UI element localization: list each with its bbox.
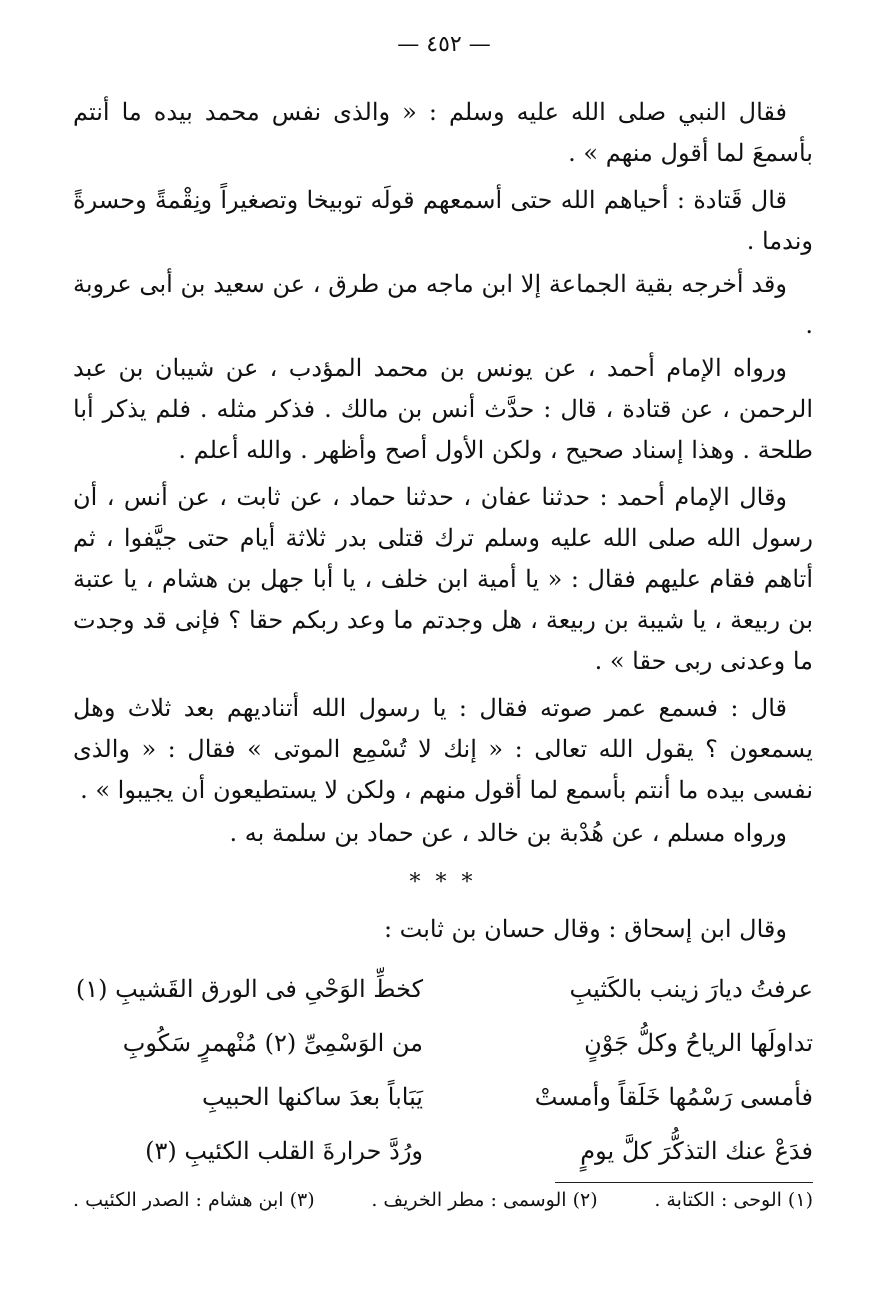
- paragraph-2: قال قَتادة : أحياهم الله حتى أسمعهم قولَه توبيخا وتصغيراً ونِقْمةً وحسرةً وندما .: [73, 186, 813, 255]
- paragraph-1: فقال النبي صلى الله عليه وسلم : « والذى نفس محمد بيده ما أنتم بأسمعَ لما أقول منهم » .: [73, 98, 813, 167]
- footnote-1: (١) الوحى : الكتابة .: [654, 1189, 813, 1211]
- section-separator: * * *: [409, 870, 477, 895]
- verse-first-hemistich: تداولَها الرياحُ وكلُّ جَوْنٍ: [584, 1029, 813, 1057]
- paragraph-6: قال : فسمع عمر صوته فقال : يا رسول الله أتناديهم بعد ثلاث وهل يسمعون ؟ يقول الله تعالى : « إنك لا تُسْمِع الموتى » فقال : « والذى نفسى بيده ما أنتم بأسمع لما أقول منهم ، ولكن لا يستطيعون أن يجيبوا » .: [73, 694, 813, 804]
- verse-second-hemistich: من الوَسْمِىِّ (٢) مُنْهمرٍ سَكُوبِ: [122, 1029, 423, 1057]
- footnote-divider: [555, 1182, 813, 1183]
- footnote-3: (٣) ابن هشام : الصدر الكئيب .: [73, 1189, 315, 1211]
- verse-first-hemistich: فدَعْ عنك التذكُّرَ كلَّ يومٍ: [580, 1137, 813, 1165]
- verse-first-hemistich: عرفتُ ديارَ زينب بالكَثيبِ: [569, 975, 813, 1003]
- verse-second-hemistich: ورُدَّ حرارةَ القلب الكئيبِ (٣): [145, 1137, 423, 1165]
- verse: [73, 1070, 813, 1124]
- footnotes: [73, 1186, 813, 1214]
- verse-first-hemistich: فأمسى رَسْمُها خَلَقاً وأمستْ: [534, 1083, 813, 1111]
- verse: [73, 1124, 813, 1178]
- verse-second-hemistich: يَبَاباً بعدَ ساكنها الحبيبِ: [202, 1083, 423, 1111]
- verse: [73, 1016, 813, 1070]
- footnote-2: (٢) الوسمى : مطر الخريف .: [371, 1189, 598, 1211]
- verse: [73, 962, 813, 1016]
- paragraph-3: وقد أخرجه بقية الجماعة إلا ابن ماجه من طرق ، عن سعيد بن أبى عروبة .: [73, 270, 813, 339]
- page-number: — ٤٥٢ —: [397, 32, 491, 57]
- paragraph-7: ورواه مسلم ، عن هُدْبة بن خالد ، عن حماد بن سلمة به .: [229, 819, 787, 847]
- poem: [73, 962, 813, 1178]
- paragraph-4: ورواه الإمام أحمد ، عن يونس بن محمد المؤدب ، عن شيبان بن عبد الرحمن ، عن قتادة ، قال : حدَّث أنس بن مالك . فذكر مثله . فلم يذكر أبا طلحة . وهذا إسناد صحيح ، ولكن الأول أصح وأظهر . والله أعلم .: [73, 354, 813, 464]
- verse-second-hemistich: كخطِّ الوَحْىِ فى الورق القَشيبِ (١): [75, 975, 423, 1003]
- paragraph-5: وقال الإمام أحمد : حدثنا عفان ، حدثنا حماد ، عن ثابت ، عن أنس ، أن رسول الله صلى الله عليه وسلم ترك قتلى بدر ثلاثة أيام حتى جيَّفوا ، ثم أتاهم فقام عليهم فقال : « يا أمية ابن خلف ، يا أبا جهل بن هشام ، يا عتبة بن ربيعة ، يا شيبة بن ربيعة ، هل وجدتم ما وعد ربكم حقا ؟ فإنى قد وجدت ما وعدنى ربى حقا » .: [73, 483, 814, 675]
- body-text: [73, 92, 813, 952]
- poem-intro: وقال ابن إسحاق : وقال حسان بن ثابت :: [383, 915, 787, 943]
